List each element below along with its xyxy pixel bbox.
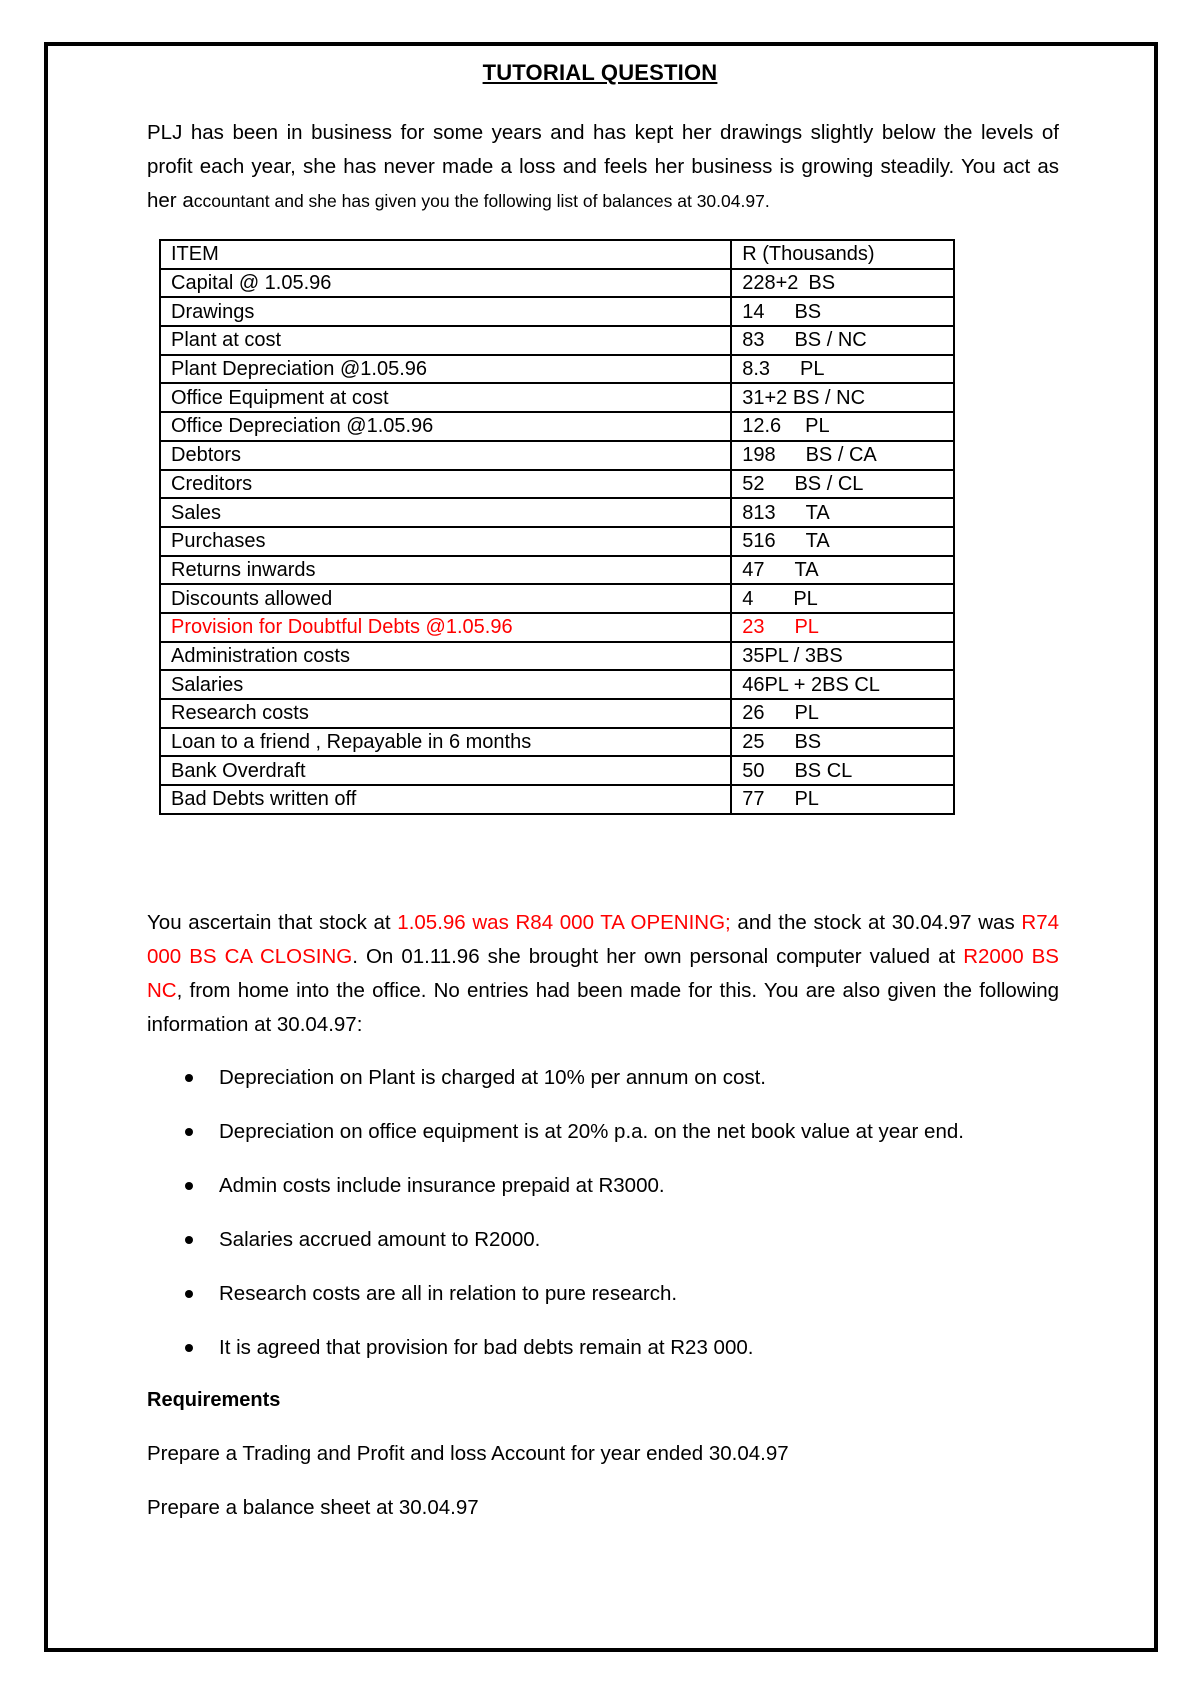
row-value-cell xyxy=(731,441,954,470)
row-item-label: Administration costs xyxy=(160,642,731,671)
row-code: PL xyxy=(793,587,818,610)
row-amount: 813 xyxy=(742,501,776,524)
bullet-text: It is agreed that provision for bad debts remain at R23 000. xyxy=(219,1336,754,1359)
row-item-label: Plant Depreciation @1.05.96 xyxy=(160,355,731,384)
row-code: PL xyxy=(794,702,819,725)
row-amount: 31+2 BS / NC xyxy=(742,386,866,409)
table-row xyxy=(160,670,954,699)
list-item xyxy=(147,1063,1059,1117)
row-item-label: Sales xyxy=(160,498,731,527)
table-row xyxy=(160,527,954,556)
info-bullet-list xyxy=(147,1063,1059,1387)
row-item-label: Office Depreciation @1.05.96 xyxy=(160,412,731,441)
row-item-label: Loan to a friend , Repayable in 6 months xyxy=(160,728,731,757)
stock-text-4: , from home into the office. No entries had been made for this. You are also given the following information at 30.04.97: xyxy=(147,979,1059,1036)
row-amount: 50 xyxy=(742,759,765,782)
table-row xyxy=(160,297,954,326)
row-code: TA xyxy=(805,501,830,524)
intro-paragraph xyxy=(147,116,1059,218)
stock-opening-highlight: 1.05.96 was R84 000 TA OPENING; xyxy=(397,911,731,934)
intro-text-tail: ccountant and she has given you the following list of balances at 30.04.97. xyxy=(193,191,770,211)
stock-text-1: You ascertain that stock at xyxy=(147,911,398,934)
row-amount: 8.3 xyxy=(742,358,771,381)
balances-table xyxy=(159,239,955,815)
table-row xyxy=(160,326,954,355)
row-amount: 198 xyxy=(742,444,776,467)
requirements-heading: Requirements xyxy=(147,1389,281,1411)
row-value-cell xyxy=(731,728,954,757)
list-item xyxy=(147,1117,1059,1171)
requirement-item: Prepare a Trading and Profit and loss Account for year ended 30.04.97 xyxy=(147,1442,789,1465)
header-item: ITEM xyxy=(160,240,731,269)
row-code: PL xyxy=(805,415,830,438)
computer-value-highlight: R2000 BS NC xyxy=(147,945,1059,1002)
bullet-dot-icon xyxy=(185,1344,193,1352)
intro-text: PLJ has been in business for some years and has kept her drawings slightly below the levels of profit each year, she has never made a loss and feels her business is growing steadily. You act as her a xyxy=(147,121,1059,212)
row-amount: 35PL / 3BS xyxy=(742,644,843,667)
row-code: BS xyxy=(794,731,822,754)
row-code: BS / CL xyxy=(794,472,864,495)
row-value-cell xyxy=(731,412,954,441)
stock-closing-highlight: R74 000 BS CA CLOSING xyxy=(147,911,1059,968)
table-row xyxy=(160,556,954,585)
bullet-dot-icon xyxy=(185,1290,193,1298)
bullet-dot-icon xyxy=(185,1236,193,1244)
row-amount: 4 xyxy=(742,587,754,610)
row-amount: 46PL + 2BS CL xyxy=(742,673,880,696)
bullet-text: Depreciation on Plant is charged at 10% per annum on cost. xyxy=(219,1066,766,1089)
row-amount: 23 xyxy=(742,616,765,639)
bullet-dot-icon xyxy=(185,1128,193,1136)
row-item-label: Capital @ 1.05.96 xyxy=(160,269,731,298)
row-item-label: Office Equipment at cost xyxy=(160,383,731,412)
bullet-dot-icon xyxy=(185,1182,193,1190)
row-item-label: Plant at cost xyxy=(160,326,731,355)
row-amount: 14 xyxy=(742,300,765,323)
row-code: PL xyxy=(794,616,819,639)
requirement-item: Prepare a balance sheet at 30.04.97 xyxy=(147,1496,479,1519)
row-value-cell xyxy=(731,613,954,642)
table-row xyxy=(160,412,954,441)
row-item-label: Drawings xyxy=(160,297,731,326)
bullet-text: Depreciation on office equipment is at 20% p.a. on the net book value at year end. xyxy=(219,1120,964,1143)
row-amount: 83 xyxy=(742,329,765,352)
page-title: TUTORIAL QUESTION xyxy=(482,60,718,85)
stock-paragraph xyxy=(147,906,1059,1042)
row-value-cell xyxy=(731,527,954,556)
table-row xyxy=(160,441,954,470)
row-code: BS / NC xyxy=(794,329,867,352)
row-amount: 228+2 xyxy=(742,272,799,295)
row-code: PL xyxy=(800,358,825,381)
row-amount: 26 xyxy=(742,702,765,725)
row-item-label: Bad Debts written off xyxy=(160,785,731,814)
stock-text-3: . On 01.11.96 she brought her own personal computer valued at xyxy=(352,945,964,968)
row-item-label: Returns inwards xyxy=(160,556,731,585)
row-value-cell xyxy=(731,642,954,671)
table-row xyxy=(160,383,954,412)
table-row xyxy=(160,355,954,384)
row-value-cell xyxy=(731,269,954,298)
bullet-text: Salaries accrued amount to R2000. xyxy=(219,1228,541,1251)
list-item xyxy=(147,1279,1059,1333)
bullet-text: Admin costs include insurance prepaid at R3000. xyxy=(219,1174,665,1197)
bullet-dot-icon xyxy=(185,1074,193,1082)
table-row xyxy=(160,728,954,757)
row-amount: 516 xyxy=(742,530,776,553)
row-code: PL xyxy=(794,788,819,811)
row-item-label: Purchases xyxy=(160,527,731,556)
row-code: TA xyxy=(794,558,819,581)
row-value-cell xyxy=(731,785,954,814)
row-code: BS xyxy=(794,300,822,323)
table-row xyxy=(160,756,954,785)
table-row xyxy=(160,269,954,298)
row-amount: 77 xyxy=(742,788,765,811)
row-value-cell xyxy=(731,355,954,384)
table-row xyxy=(160,498,954,527)
table-row xyxy=(160,785,954,814)
row-item-label: Bank Overdraft xyxy=(160,756,731,785)
row-code: BS xyxy=(808,272,836,295)
row-amount: 52 xyxy=(742,472,765,495)
header-value: R (Thousands) xyxy=(731,240,954,269)
list-item xyxy=(147,1333,1059,1387)
table-header-row xyxy=(160,240,954,269)
row-value-cell xyxy=(731,584,954,613)
list-item xyxy=(147,1225,1059,1279)
row-item-label: Salaries xyxy=(160,670,731,699)
row-value-cell xyxy=(731,756,954,785)
row-amount: 47 xyxy=(742,558,765,581)
row-item-label: Discounts allowed xyxy=(160,584,731,613)
row-value-cell xyxy=(731,297,954,326)
row-item-label: Provision for Doubtful Debts @1.05.96 xyxy=(160,613,731,642)
stock-text-2: and the stock at 30.04.97 was xyxy=(730,911,1022,934)
table-row xyxy=(160,699,954,728)
table-row xyxy=(160,584,954,613)
row-value-cell xyxy=(731,326,954,355)
row-value-cell xyxy=(731,670,954,699)
row-amount: 25 xyxy=(742,731,765,754)
list-item xyxy=(147,1171,1059,1225)
row-amount: 12.6 xyxy=(742,415,782,438)
row-value-cell xyxy=(731,498,954,527)
row-code: BS CL xyxy=(794,759,853,782)
row-code: TA xyxy=(805,530,830,553)
bullet-text: Research costs are all in relation to pure research. xyxy=(219,1282,678,1305)
row-value-cell xyxy=(731,383,954,412)
row-value-cell xyxy=(731,470,954,499)
row-item-label: Research costs xyxy=(160,699,731,728)
row-item-label: Creditors xyxy=(160,470,731,499)
table-row xyxy=(160,470,954,499)
table-row xyxy=(160,613,954,642)
table-row xyxy=(160,642,954,671)
row-value-cell xyxy=(731,699,954,728)
row-value-cell xyxy=(731,556,954,585)
row-code: BS / CA xyxy=(805,444,877,467)
row-item-label: Debtors xyxy=(160,441,731,470)
